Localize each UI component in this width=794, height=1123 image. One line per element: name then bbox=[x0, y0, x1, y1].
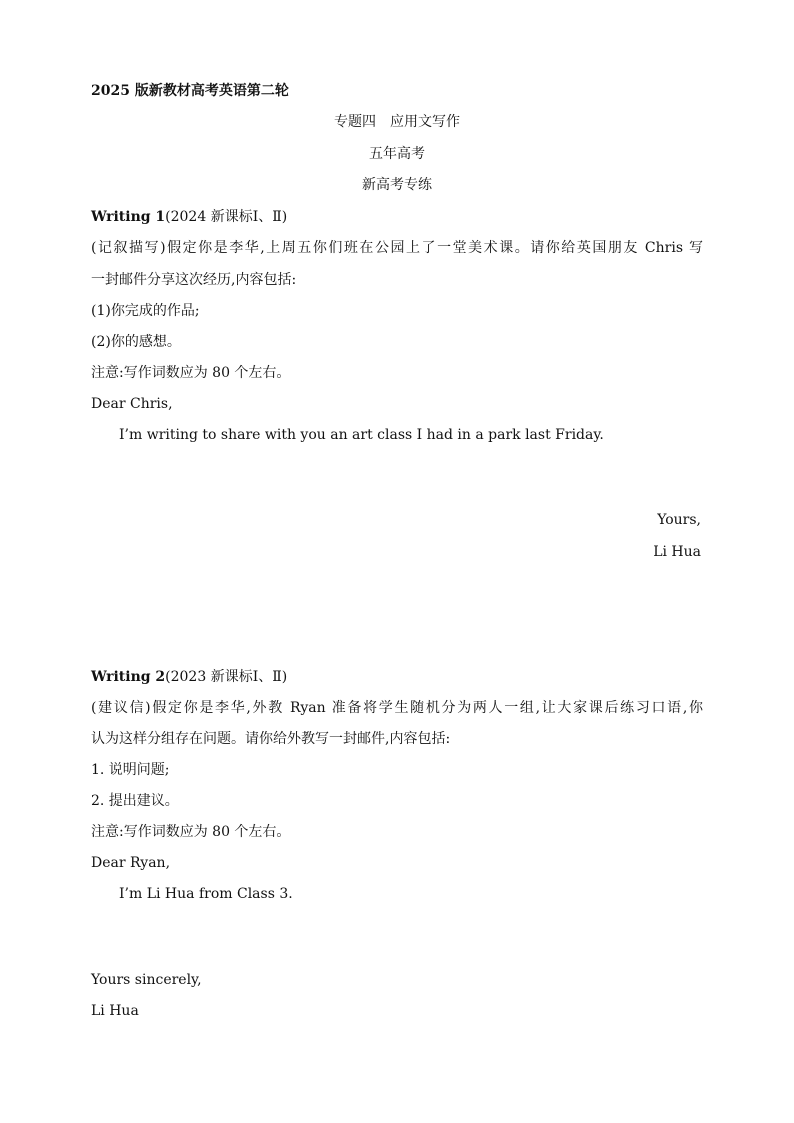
writing2-note: 注意:写作词数应为 80 个左右。 bbox=[91, 824, 291, 840]
writing2-label: Writing 2 bbox=[91, 669, 166, 685]
section-title: 五年高考 bbox=[369, 146, 425, 162]
writing1-signature: Li Hua bbox=[653, 544, 701, 560]
writing1-prompt-line1: (记叙描写)假定你是李华,上周五你们班在公园上了一堂美术课。请你给英国朋友 Chris 写 bbox=[91, 240, 703, 256]
writing2-opening: I’m Li Hua from Class 3. bbox=[119, 886, 293, 902]
writing1-opening: I’m writing to share with you an art class I had in a park last Friday. bbox=[119, 427, 604, 443]
writing1-note: 注意:写作词数应为 80 个左右。 bbox=[91, 365, 291, 381]
writing2-source: (2023 新课标Ⅰ、Ⅱ) bbox=[165, 669, 288, 685]
writing1-label: Writing 1 bbox=[91, 209, 166, 225]
writing1-greeting: Dear Chris, bbox=[91, 396, 173, 412]
writing1-closing: Yours, bbox=[657, 512, 701, 528]
writing2-item1: 1. 说明问题; bbox=[91, 762, 170, 778]
subsection-title: 新高考专练 bbox=[362, 177, 432, 193]
writing1-source: (2024 新课标Ⅰ、Ⅱ) bbox=[165, 209, 288, 225]
writing2-heading bbox=[91, 667, 287, 687]
writing1-item1: (1)你完成的作品; bbox=[91, 303, 200, 319]
writing1-item2: (2)你的感想。 bbox=[91, 334, 181, 350]
writing1-prompt-line2: 一封邮件分享这次经历,内容包括: bbox=[91, 272, 297, 288]
writing2-closing: Yours sincerely, bbox=[91, 972, 202, 988]
writing2-prompt-line2: 认为这样分组存在问题。请你给外教写一封邮件,内容包括: bbox=[91, 731, 451, 747]
writing2-greeting: Dear Ryan, bbox=[91, 855, 171, 871]
writing2-signature: Li Hua bbox=[91, 1003, 139, 1019]
topic-title: 专题四 应用文写作 bbox=[334, 114, 460, 130]
series-title: 2025 版新教材高考英语第二轮 bbox=[91, 83, 289, 99]
writing2-item2: 2. 提出建议。 bbox=[91, 793, 179, 809]
writing2-prompt-line1: (建议信)假定你是李华,外教 Ryan 准备将学生随机分为两人一组,让大家课后练习口语,你 bbox=[91, 700, 703, 716]
writing1-heading bbox=[91, 207, 287, 227]
